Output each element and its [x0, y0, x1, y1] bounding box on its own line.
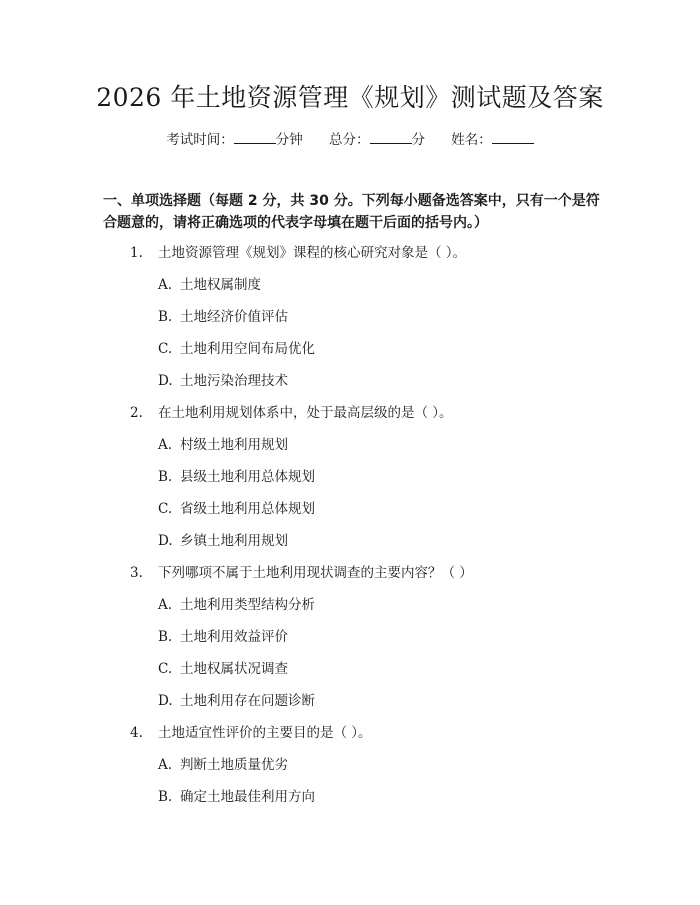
- exam-score: [329, 130, 425, 150]
- question-text: 下列哪项不属于土地利用现状调查的主要内容？（ ）: [158, 565, 473, 581]
- option-key: D.: [158, 693, 173, 709]
- option-key: A.: [158, 437, 173, 453]
- question-number: 4.: [130, 725, 143, 741]
- exam-score-unit: 分: [411, 132, 425, 148]
- page-title: 2026 年土地资源管理《规划》测试题及答案: [96, 83, 604, 112]
- question-number: 2.: [130, 405, 143, 421]
- option-text: 土地污染治理技术: [180, 373, 288, 389]
- option-text: 土地权属制度: [180, 277, 261, 293]
- exam-score-label: 总分：: [329, 132, 370, 148]
- question-number: 1.: [130, 245, 143, 261]
- option-text: 确定土地最佳利用方向: [180, 789, 315, 805]
- exam-time-label: 考试时间：: [166, 132, 234, 148]
- exam-score-blank: [370, 130, 412, 144]
- option-text: 省级土地利用总体规划: [180, 501, 315, 517]
- option-key: B.: [158, 469, 173, 485]
- exam-time-unit: 分钟: [275, 132, 303, 148]
- option-key: B.: [158, 309, 173, 325]
- option-text: 土地利用空间布局优化: [180, 341, 315, 357]
- option-key: A.: [158, 757, 173, 773]
- question-text: 在土地利用规划体系中，处于最高层级的是（ ）。: [158, 405, 453, 421]
- option-key: C.: [158, 661, 173, 677]
- exam-name-blank: [492, 130, 534, 144]
- section-heading: 一、单项选择题（每题 2 分，共 30 分。下列每小题备选答案中，只有一个是符合题意的，请将正确选项的代表字母填在题干后面的括号内。）: [103, 193, 600, 231]
- question-text: 土地资源管理《规划》课程的核心研究对象是（ ）。: [158, 245, 467, 261]
- option-key: A.: [158, 597, 173, 613]
- question-number: 3.: [130, 565, 143, 581]
- option-text: 乡镇土地利用规划: [180, 533, 288, 549]
- exam-name-label: 姓名：: [451, 132, 492, 148]
- option-text: 村级土地利用规划: [180, 437, 288, 453]
- question-text: 土地适宜性评价的主要目的是（ ）。: [158, 725, 372, 741]
- option-text: 判断土地质量优劣: [180, 757, 288, 773]
- option-text: 县级土地利用总体规划: [180, 469, 315, 485]
- option-text: 土地利用存在问题诊断: [180, 693, 315, 709]
- exam-time-blank: [234, 130, 276, 144]
- option-text: 土地权属状况调查: [180, 661, 288, 677]
- option-key: D.: [158, 373, 173, 389]
- option-key: C.: [158, 341, 173, 357]
- option-key: A.: [158, 277, 173, 293]
- exam-name: [451, 130, 534, 150]
- option-key: B.: [158, 789, 173, 805]
- option-key: D.: [158, 533, 173, 549]
- exam-meta: [0, 130, 700, 150]
- option-key: C.: [158, 501, 173, 517]
- option-text: 土地利用效益评价: [180, 629, 288, 645]
- option-text: 土地经济价值评估: [180, 309, 288, 325]
- exam-time: [166, 130, 303, 150]
- option-key: B.: [158, 629, 173, 645]
- option-text: 土地利用类型结构分析: [180, 597, 315, 613]
